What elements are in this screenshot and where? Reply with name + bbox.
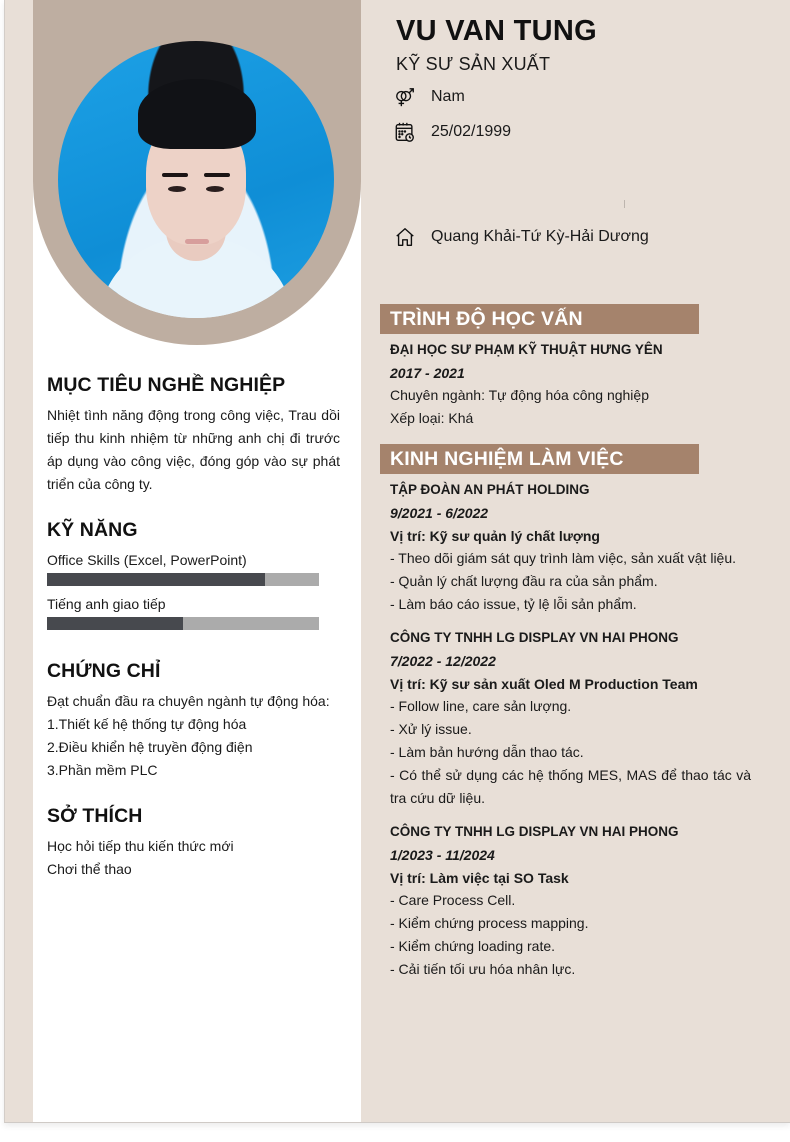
experience-heading: KINH NGHIỆM LÀM VIỆC: [380, 444, 699, 474]
job-duty: - Theo dõi giám sát quy trình làm việc, sản xuất vật liệu.: [390, 550, 737, 566]
skill-bar: [47, 573, 319, 586]
job-duty: - Xử lý issue.: [390, 721, 472, 737]
job-duty: - Follow line, care sản lượng.: [390, 698, 572, 714]
certificate-line: 3.Phần mềm PLC: [47, 762, 158, 778]
job-duty: - Kiểm chứng process mapping.: [390, 915, 589, 931]
job-duty: - Care Process Cell.: [390, 892, 516, 908]
education-heading: TRÌNH ĐỘ HỌC VẤN: [380, 304, 699, 334]
job-company: CÔNG TY TNHH LG DISPLAY VN HAI PHONG: [390, 630, 679, 645]
skill-label: Tiếng anh giao tiếp: [47, 596, 166, 612]
divider-mark: [624, 200, 625, 208]
job-duty: - Làm báo cáo issue, tỷ lệ lỗi sản phẩm.: [390, 596, 637, 612]
skill-label: Office Skills (Excel, PowerPoint): [47, 552, 247, 568]
photo-hair: [138, 79, 256, 149]
birthdate-row: [394, 120, 512, 144]
certificate-line: 2.Điều khiển hệ truyền động điện: [47, 739, 253, 755]
photo-brow: [204, 173, 230, 177]
job-duty: - Kiểm chứng loading rate.: [390, 938, 556, 954]
photo-eye: [168, 186, 186, 192]
skills-heading: KỸ NĂNG: [47, 519, 138, 541]
job-duty: - Làm bản hướng dẫn thao tác.: [390, 744, 584, 760]
photo-mouth: [185, 239, 209, 244]
job-period: 7/2022 - 12/2022: [390, 653, 496, 669]
job-duty: - Có thể sử dụng các hệ thống MES, MAS để thao tác và tra cứu dữ liệu.: [390, 767, 751, 806]
birthdate-value: 25/02/1999: [431, 123, 512, 140]
photo-frame: [33, 0, 361, 345]
objective-heading: MỤC TIÊU NGHỀ NGHIỆP: [47, 374, 286, 396]
hobby-line: Học hỏi tiếp thu kiến thức mới: [47, 838, 234, 854]
education-grade: Xếp loại: Khá: [390, 410, 474, 426]
job-duty: - Cải tiến tối ưu hóa nhân lực.: [390, 961, 576, 977]
certificates-heading: CHỨNG CHỈ: [47, 660, 161, 682]
home-icon: [394, 226, 416, 248]
job-position: Vị trí: Làm việc tại SO Task: [390, 870, 569, 886]
photo-eye: [206, 186, 224, 192]
avatar-photo: [58, 41, 334, 318]
calendar-icon: [394, 121, 416, 143]
photo-brow: [162, 173, 188, 177]
hobby-line: Chơi thể thao: [47, 861, 132, 877]
skill-bar-fill: [47, 573, 265, 586]
education-period: 2017 - 2021: [390, 365, 465, 381]
objective-text: Nhiệt tình năng động trong công việc, Trau dồi tiếp thu kinh nhiệm từ những anh chị đi trước áp dụng vào công việc, đóng góp vào sự phát triển của công ty.: [47, 407, 340, 492]
gender-value: Nam: [431, 88, 465, 105]
address-value: Quang Khải-Tứ Kỳ-Hải Dương: [431, 228, 649, 245]
skill-bar: [47, 617, 319, 630]
skill-bar-fill: [47, 617, 183, 630]
job-duty: - Quản lý chất lượng đầu ra của sản phẩm.: [390, 573, 658, 589]
job-period: 9/2021 - 6/2022: [390, 505, 489, 521]
job-company: CÔNG TY TNHH LG DISPLAY VN HAI PHONG: [390, 824, 679, 839]
certificate-line: 1.Thiết kế hệ thống tự động hóa: [47, 716, 247, 732]
candidate-name: VU VAN TUNG: [396, 15, 597, 47]
education-major: Chuyên ngành: Tự động hóa công nghiệp: [390, 387, 649, 403]
certificate-line: Đạt chuẩn đầu ra chuyên ngành tự động hóa:: [47, 693, 330, 709]
job-position: Vị trí: Kỹ sư sản xuất Oled M Production Team: [390, 676, 698, 692]
gender-icon: [394, 86, 416, 108]
hobbies-heading: SỞ THÍCH: [47, 805, 143, 827]
job-position: Vị trí: Kỹ sư quản lý chất lượng: [390, 528, 600, 544]
address-row: [394, 225, 649, 249]
candidate-title: KỸ SƯ SẢN XUẤT: [396, 54, 551, 74]
job-period: 1/2023 - 11/2024: [390, 847, 495, 863]
gender-row: [394, 85, 465, 109]
school-name: ĐẠI HỌC SƯ PHẠM KỸ THUẬT HƯNG YÊN: [390, 342, 663, 357]
job-company: TẬP ĐOÀN AN PHÁT HOLDING: [390, 482, 590, 497]
